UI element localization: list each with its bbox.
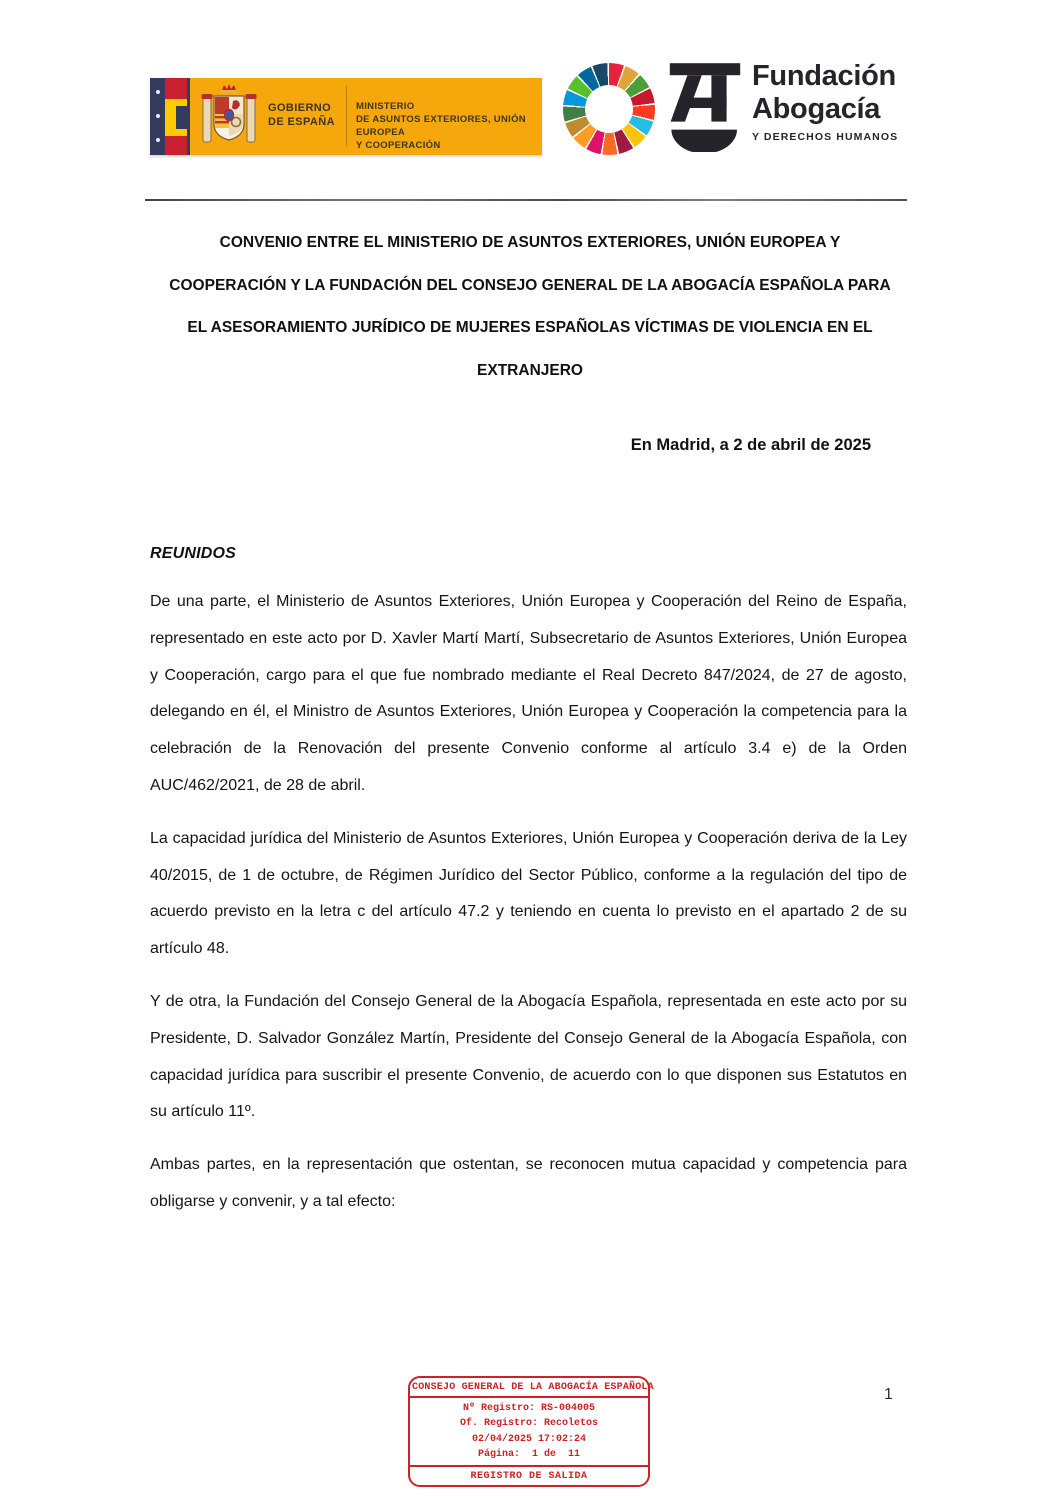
ministry-line3: Y COOPERACIÓN: [356, 140, 441, 151]
paragraph-2: La capacidad jurídica del Ministerio de Asuntos Exteriores, Unión Europea y Cooperación deriva de la Ley 40/2015, de 1 de octubre, de Régimen Jurídico del Sector Público, conforme a la regulación del tipo de acuerdo previsto en la letra c del artículo 47.2 y teniendo en cuenta lo previsto en el apartado 2 de su artículo 48.: [150, 829, 907, 958]
gobierno-line2: DE ESPAÑA: [268, 116, 335, 128]
stamp-footer: REGISTRO DE SALIDA: [410, 1465, 648, 1485]
fundacion-line2: Abogacía: [752, 93, 881, 125]
page-number: 1: [884, 1386, 893, 1403]
ministry-text: [356, 100, 542, 152]
ministry-line1: MINISTERIO: [356, 101, 415, 112]
fundacion-line3: Y DERECHOS HUMANOS: [752, 131, 899, 143]
gobierno-text: [268, 101, 335, 129]
title-line-3: EL ASESORAMIENTO JURÍDICO DE MUJERES ESPAÑOLAS VÍCTIMAS DE VIOLENCIA EN EL: [187, 319, 873, 336]
star-icon: [156, 90, 160, 94]
title-line-4: EXTRANJERO: [477, 361, 583, 379]
sdg-wheel-icon: [563, 63, 655, 155]
spain-coat-of-arms-icon: [200, 82, 258, 151]
fundacion-abogacia-wordmark: [752, 60, 898, 143]
paragraph-4: Ambas partes, en la representación que ostentan, se reconocen mutua capacidad y competencia para obligarse y convenir, y a tal efecto:: [150, 1156, 907, 1210]
stamp-registro-number: Nº Registro: RS-004005: [462, 1402, 596, 1414]
sdg-wheel-hub: [585, 85, 633, 133]
document-body: [150, 584, 907, 1237]
gobierno-line1: GOBIERNO: [268, 102, 332, 114]
title-line-2: COOPERACIÓN Y LA FUNDACIÓN DEL CONSEJO GENERAL DE LA ABOGACÍA ESPAÑOLA PARA: [169, 276, 891, 294]
stamp-registro-office: Of. Registro: Recoletos: [459, 1418, 599, 1430]
paragraph-1: De una parte, el Ministerio de Asuntos Exteriores, Unión Europea y Cooperación del Reino de España, representado en este acto por D. Xavler Martí Martí, Subsecretario de Asuntos Exteriores, Unión Europea y Cooperación, cargo para el que fue nombrado mediante el Real Decreto 847/2024, de 27 de agosto, delegando en él, el Ministro de Asuntos Exteriores, Unión Europea y Cooperación la competencia para la celebración de la Renovación del presente Convenio conforme al artículo 3.4 e) de la Orden AUC/462/2021, de 28 de abril.: [150, 593, 907, 794]
logo-divider: [346, 86, 347, 147]
ministry-line2: DE ASUNTOS EXTERIORES, UNIÓN EUROPEA: [356, 114, 526, 138]
title-line-1: CONVENIO ENTRE EL MINISTERIO DE ASUNTOS EXTERIORES, UNIÓN EUROPEA Y: [219, 234, 841, 251]
star-icon: [156, 114, 160, 118]
gobierno-espana-logo: [150, 78, 542, 155]
date-line: En Madrid, a 2 de abril de 2025: [630, 436, 871, 454]
star-icon: [156, 138, 160, 142]
fundacion-line1: Fundación: [752, 60, 896, 92]
spain-flag-strip-icon: [150, 78, 190, 155]
fundacion-abogacia-mark-icon: [665, 60, 745, 152]
registry-stamp: [408, 1376, 654, 1487]
paragraph-3: Y de otra, la Fundación del Consejo General de la Abogacía Española, representada en este acto por su Presidente, D. Salvador González Martín, Presidente del Consejo General de la Abogacía Española, con capacidad jurídica para suscribir el presente Convenio, de acuerdo con lo que disponen sus Estatutos en su artículo 11º.: [150, 992, 907, 1121]
spain-flag-bracket-icon: [165, 78, 187, 155]
stamp-header: CONSEJO GENERAL DE LA ABOGACÍA ESPAÑOLA: [410, 1378, 648, 1398]
horizontal-rule: [145, 199, 907, 201]
section-heading-reunidos: REUNIDOS: [150, 545, 237, 562]
stamp-lines: [410, 1398, 648, 1465]
stamp-timestamp: 02/04/2025 17:02:24: [471, 1433, 587, 1445]
stamp-page-info: Página: 1 de 11: [477, 1449, 581, 1461]
document-title: [140, 222, 920, 392]
